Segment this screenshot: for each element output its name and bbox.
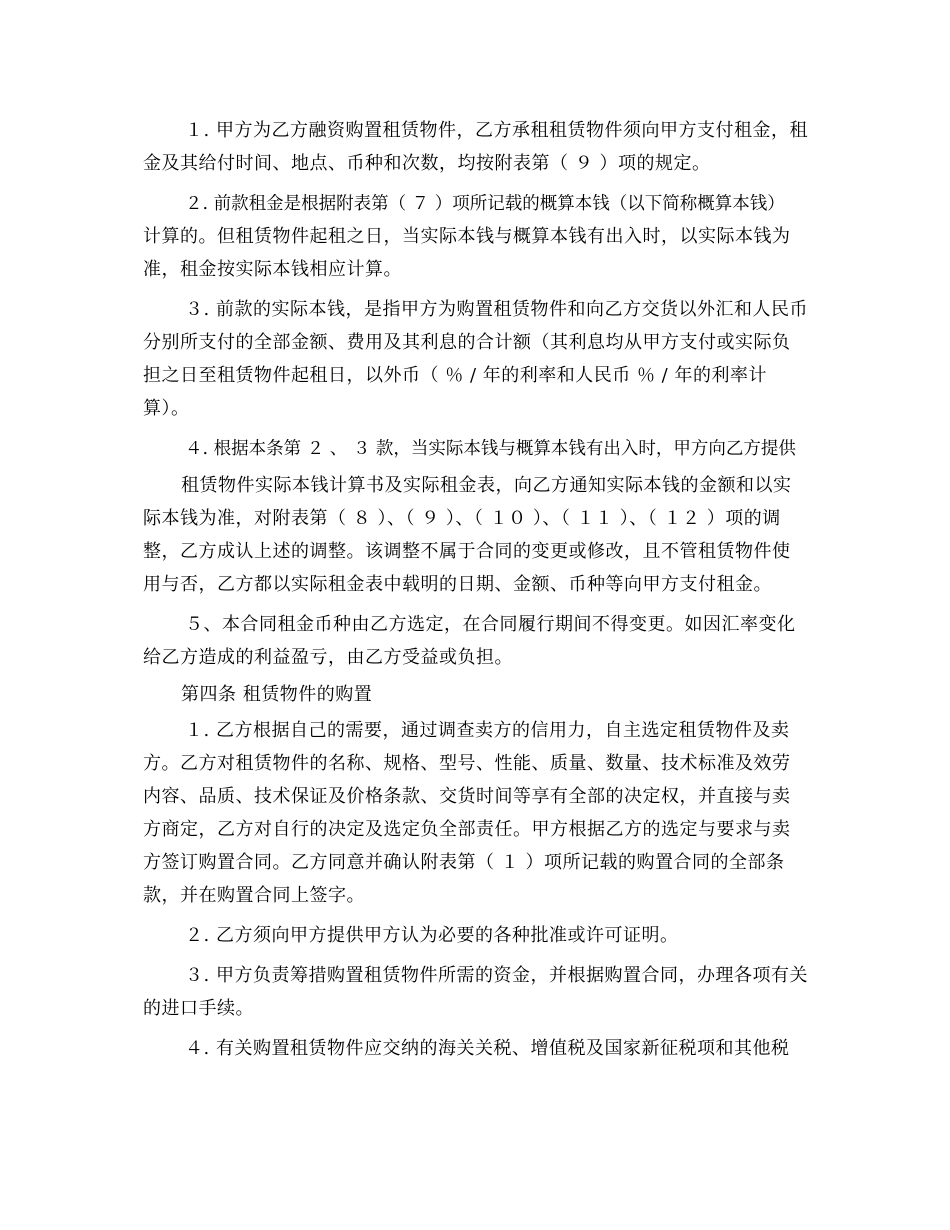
text-line: 际本钱为准，对附表第（ ８ ）、（ ９ ）、（ １０ ）、（ １１ ）、（ １２ ）项的调 [143, 508, 781, 529]
text-line: 担之日至租赁物件起租日，以外币（ ％ / 年的利率和人民币 ％ / 年的利率计 [143, 365, 767, 386]
text-line: １. 乙方根据自己的需要，通过调查卖方的信用力，自主选定租赁物件及卖 [185, 720, 790, 741]
text-line: ２. 前款租金是根据附表第（ ７ ）项所记载的概算本钱（以下简称概算本钱） [185, 194, 785, 214]
text-line: 算）。 [143, 398, 190, 419]
text-line: 准，租金按实际本钱相应计算。 [143, 259, 402, 280]
text-line: 方签订购置合同。乙方同意并确认附表第（ １ ）项所记载的购置合同的全部条 [143, 852, 785, 873]
text-line: ５、本合同租金币种由乙方选定，在合同履行期间不得变更。如因汇率变化 [185, 614, 796, 635]
text-line: 计算的。但租赁物件起租之日，当实际本钱与概算本钱有出入时，以实际本钱为 [143, 226, 791, 247]
text-line: ３. 甲方负责筹措购置租赁物件所需的资金，并根据购置合同，办理各项有关 [185, 965, 808, 986]
text-line: ４. 根据本条第 ２ 、 ３ 款，当实际本钱与概算本钱有出入时，甲方向乙方提供 [185, 439, 796, 459]
text-line: ３. 前款的实际本钱，是指甲方为购置租赁物件和向乙方交货以外汇和人民币 [185, 299, 808, 320]
text-line: 的进口手续。 [143, 998, 254, 1019]
text-line: 整，乙方成认上述的调整。该调整不属于合同的变更或修改，且不管租赁物件使 [143, 541, 791, 562]
text-line: 款，并在购置合同上签字。 [143, 885, 365, 906]
text-line: １. 甲方为乙方融资购置租赁物件，乙方承租租赁物件须向甲方支付租金，租 [185, 120, 808, 141]
text-line: ４. 有关购置租赁物件应交纳的海关关税、增值税及国家新征税项和其他税 [185, 1038, 790, 1059]
text-line: 金及其给付时间、地点、币种和次数，均按附表第（ ９ ）项的规定。 [143, 153, 711, 174]
text-line: 用与否，乙方都以实际租金表中载明的日期、金额、币种等向甲方支付租金。 [143, 574, 772, 595]
text-line: 方。乙方对租赁物件的名称、规格、型号、性能、质量、数量、技术标准及效劳 [143, 753, 791, 774]
text-line: ２. 乙方须向甲方提供甲方认为必要的各种批准或许可证明。 [185, 925, 679, 946]
section-heading: 第四条 租赁物件的购置 [181, 684, 373, 705]
text-line: 租赁物件实际本钱计算书及实际租金表，向乙方通知实际本钱的金额和以实 [181, 475, 792, 496]
text-line: 给乙方造成的利益盈亏，由乙方受益或负担。 [143, 647, 513, 668]
text-line: 分别所支付的全部金额、费用及其利息的合计额（其利息均从甲方支付或实际负 [143, 332, 791, 353]
text-line: 方商定，乙方对自行的决定及选定负全部责任。甲方根据乙方的选定与要求与卖 [143, 819, 791, 840]
text-line: 内容、品质、技术保证及价格条款、交货时间等享有全部的决定权，并直接与卖 [143, 786, 791, 807]
